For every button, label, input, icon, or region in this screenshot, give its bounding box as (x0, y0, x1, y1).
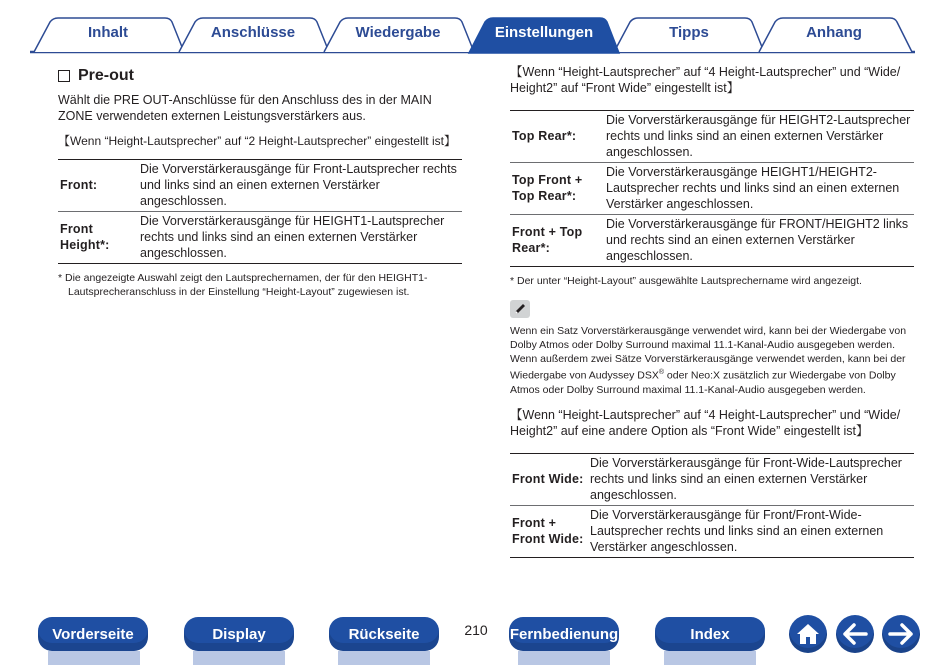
nav-tab-decor (48, 651, 140, 665)
arrow-right-icon (888, 623, 914, 645)
arrow-left-icon (842, 623, 868, 645)
condition-text: 【Wenn “Height-Lautsprecher” auf “4 Height-Lautsprecher” und “Wide/ Height2” auf eine andere Option als “Front Wide” eingestellt ist】 (510, 407, 901, 438)
table-row (510, 111, 914, 163)
option-value: Die Vorverstärkerausgänge für HEIGHT2-Lautsprecher rechts und links sind an einen externen Verstärker angeschlossen. (606, 113, 911, 159)
nav-tab-decor (338, 651, 430, 665)
condition-text: 【Wenn “Height-Lautsprecher” auf “2 Height-Lautsprecher” eingestellt ist】 (58, 134, 456, 148)
home-button[interactable] (789, 615, 827, 653)
nav-tab-decor (664, 651, 756, 665)
back-button[interactable] (836, 615, 874, 653)
vorderseite-button[interactable]: Vorderseite (38, 617, 148, 651)
footnote: * Der unter “Height-Layout” ausgewählte Lautsprechername wird angezeigt. (510, 275, 862, 287)
tab-anschluesse[interactable]: Anschlüsse (210, 24, 296, 41)
option-value: Die Vorverstärkerausgänge für Front-Lautsprecher rechts und links sind an einen externen Verstärker angeschlossen. (140, 162, 457, 208)
right-column (510, 64, 914, 558)
option-table (510, 110, 914, 267)
forward-button[interactable] (882, 615, 920, 653)
section-heading (58, 67, 462, 85)
section-title: Pre-out (78, 67, 134, 84)
option-table (510, 453, 914, 558)
option-key: Front + Front Wide: (512, 515, 584, 546)
left-column (58, 64, 462, 299)
tab-einstellungen[interactable]: Einstellungen (494, 24, 594, 41)
condition-text: 【Wenn “Height-Lautsprecher” auf “4 Height-Lautsprecher” und “Wide/ Height2” auf “Front Wide” eingestellt ist】 (510, 65, 901, 95)
nav-tab-decor (193, 651, 285, 665)
option-key: Front: (60, 178, 98, 192)
option-value: Die Vorverstärkerausgänge für HEIGHT1-Lautsprecher rechts und links sind an einen externen Verstärker angeschlossen. (140, 214, 445, 260)
table-row (58, 160, 462, 212)
index-button[interactable]: Index (655, 617, 765, 651)
fernbedienung-button[interactable]: Fernbedienung (509, 617, 619, 651)
option-key: Front + Top Rear*: (512, 225, 583, 255)
option-value: Die Vorverstärkerausgänge für FRONT/HEIGHT2 links und rechts sind an einen externen Verstärker angeschlossen. (606, 217, 909, 263)
table-row (58, 212, 462, 264)
option-key: Top Front + Top Rear*: (512, 173, 583, 203)
table-row (510, 215, 914, 267)
rueckseite-button[interactable]: Rückseite (329, 617, 439, 651)
intro-text: Wählt die PRE OUT-Anschlüsse für den Anschluss des in der MAIN ZONE verwendeten externen Leistungsverstärkers aus. (58, 93, 432, 123)
footnote: * Die angezeigte Auswahl zeigt den Lautsprechernamen, der für den HEIGHT1-Lautsprecheranschluss in der Einstellung “Height-Layout” zugewiesen ist. (58, 272, 428, 298)
option-key: Front Wide: (512, 471, 584, 486)
home-icon (795, 622, 821, 646)
display-button[interactable]: Display (184, 617, 294, 651)
note-text: Wenn ein Satz Vorverstärkerausgänge verwendet wird, kann bei der Wiedergabe von Dolby Atmos oder Dolby Surround maximal 11.1-Kanal-Audio ausgegeben werden. Wenn außerdem zwei Sätze Vorverstärkerausgänge verwendet werden, kann bei der Wiedergabe von Audyssey DSX® oder Neo:X zusätzlich zur Wiedergabe von Dolby Atmos oder Dolby Surround maximal 11.1-Kanal-Audio ausgegeben werden. (510, 325, 907, 396)
option-value: Die Vorverstärkerausgänge HEIGHT1/HEIGHT2-Lautsprecher rechts und links sind an einen externen Verstärker angeschlossen. (606, 165, 900, 211)
table-row (510, 453, 914, 505)
page-number: 210 (464, 622, 488, 638)
tab-tipps[interactable]: Tipps (669, 24, 709, 41)
option-key: Top Rear*: (512, 129, 577, 143)
tab-anhang[interactable]: Anhang (806, 24, 862, 41)
pencil-icon (510, 300, 530, 318)
tab-wiedergabe[interactable]: Wiedergabe (355, 24, 441, 41)
table-row (510, 505, 914, 557)
option-value: Die Vorverstärkerausgänge für Front/Front-Wide-Lautsprecher rechts und links sind an einen externen Verstärker angeschlossen. (590, 507, 884, 554)
option-table (58, 159, 462, 264)
checkbox-icon (58, 70, 70, 82)
table-row (510, 163, 914, 215)
option-key: Front Height*: (60, 222, 110, 252)
tab-inhalt[interactable]: Inhalt (88, 24, 128, 41)
tab-bar (0, 0, 950, 60)
option-value: Die Vorverstärkerausgänge für Front-Wide-Lautsprecher rechts und links sind an einen externen Verstärker angeschlossen. (590, 455, 902, 502)
nav-tab-decor (518, 651, 610, 665)
